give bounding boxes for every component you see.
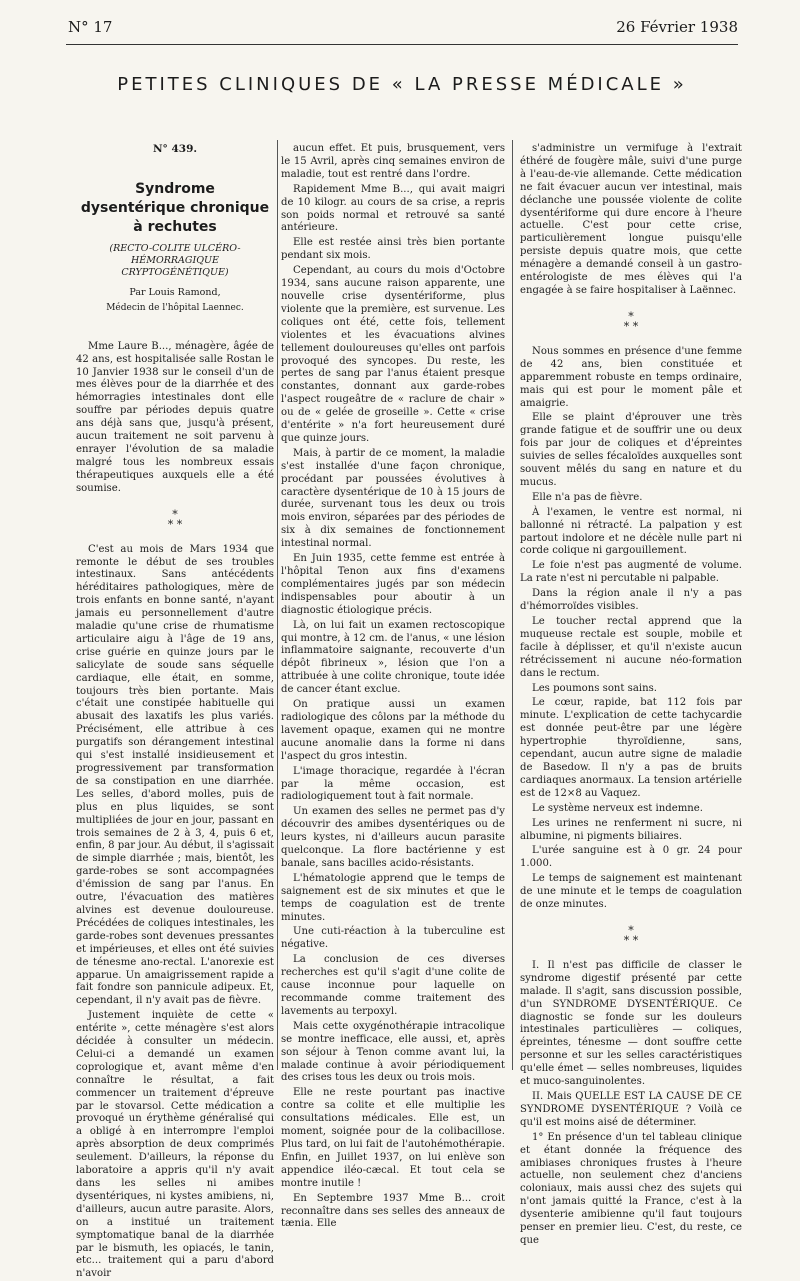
article-title-line: Syndrome xyxy=(135,180,215,197)
column-3-body-c xyxy=(520,960,742,1248)
column-divider xyxy=(277,140,278,1070)
paragraph: Le foie n'est pas augmenté de volume. La rate n'est ni percutable ni palpable. xyxy=(520,560,742,585)
paragraph: Le toucher rectal apprend que la muqueuse rectale est souple, mobile et facile à déplisser, et qu'il n'existe aucun rétrécissement ni aucune néo-formation dans le rectum. xyxy=(520,616,742,679)
paragraph: 1° En présence d'un tel tableau clinique et étant donnée la fréquence des amibiases chroniques frustes à l'heure actuelle, non seulement chez d'anciens coloniaux, mais aussi chez des sujets qui n'ont jamais quitté la France, c'est à la dysenterie amibienne qu'il faut toujours penser en premier lieu. C'est, du reste, ce que xyxy=(520,1131,742,1246)
paragraph: I. Il n'est pas difficile de classer le syndrome digestif présenté par cette malade. Il s'agit, sans discussion possible, d'un SYNDROME DYSENTÉRIQUE. Ce diagnostic se fonde sur les douleurs intestinales particulières — coliques, épreintes, ténesme — dont souffre cette personne et sur les selles caractéristiques qu'elle émet — selles nombreuses, liquides et muco-sanguinolentes. xyxy=(520,959,742,1088)
paragraph: À l'examen, le ventre est normal, ni ballonné ni rétracté. La palpation y est partout indolore et ne décèle nulle part ni corde colique ni gargouillement. xyxy=(520,506,742,557)
paragraph: Le temps de saignement est maintenant de une minute et le temps de coagulation de onze minutes. xyxy=(520,873,742,911)
paragraph: Le cœur, rapide, bat 112 fois par minute. L'explication de cette tachycardie est donnée peut-être par une légère hypertrophie thyroïdienne, sans, cependant, aucun autre signe de maladie de Basedow. Il n'y a pas de bruits cardiaques anormaux. La tension artérielle est de 12×8 au Vaquez. xyxy=(520,697,742,799)
paragraph: Cependant, au cours du mois d'Octobre 1934, sans aucune raison apparente, une nouvelle crise dysentériforme, plus violente que la première, est survenue. Les coliques ont été, cette fois, tellement violentes et les évacuations alvines tellement douloureuses qu'elles ont parfois provoqué des syncopes. Du reste, les pertes de sang par l'anus étaient presque constantes, donnant aux garde-robes l'aspect rougeâtre de « raclure de chair » ou de « gelée de groseille ». Cette « crise d'entérite » n'a fort heureusement duré que quinze jours. xyxy=(281,265,505,444)
column-divider xyxy=(512,140,513,1070)
article-subtitle: (RECTO-COLITE ULCÉRO-HÉMORRAGIQUE CRYPTOGÉNÉTIQUE) xyxy=(109,242,241,278)
column-1 xyxy=(76,143,274,1280)
journal-section-title: PETITES CLINIQUES DE « LA PRESSE MÉDICALE » xyxy=(117,74,687,95)
paragraph: Les poumons sont sains. xyxy=(532,682,657,694)
column-1-body xyxy=(76,341,274,1281)
article-title-line: à rechutes xyxy=(133,218,217,235)
paragraph: s'administre un vermifuge à l'extrait éthéré de fougère mâle, suivi d'une purge à l'eau-de-vie allemande. Cette médication ne fait évacuer aucun ver intestinal, mais déclanche une poussée violente de colite dysentériforme qui dure encore à l'heure actuelle. C'est pour cette crise, particulièrement longue puisqu'elle persiste depuis quatre mois, que cette ménagère a demandé conseil à un gastro-entérologiste de mes élèves qui l'a engagée à se faire hospitaliser à Laënnec. xyxy=(520,143,742,296)
section-separator: * * * xyxy=(623,309,639,333)
paragraph: Mais, à partir de ce moment, la maladie s'est installée d'une façon chronique, procédant par poussées évolutives à caractère dysentérique de 10 à 15 jours de durée, survenant tous les deux ou trois mois environ, séparées par des périodes de six à dix semaines de fonctionnement intestinal normal. xyxy=(281,447,505,550)
paragraph: Elle n'a pas de fièvre. xyxy=(532,491,643,503)
issue-date: 26 Février 1938 xyxy=(616,18,738,36)
section-separator: * * * xyxy=(623,923,639,947)
paragraph: La conclusion de ces diverses recherches est qu'il s'agit d'une colite de cause inconnue pour laquelle on recommande comme traitement des lavements au terpoxyl. xyxy=(281,954,505,1017)
paragraph: Un examen des selles ne permet pas d'y découvrir des amibes dysentériques ou de leurs kystes, ni d'ailleurs aucun parasite quelconque. La flore bactérienne y est banale, sans bacilles acido-résistants. xyxy=(281,806,505,869)
article-author: Par Louis Ramond, xyxy=(129,286,221,298)
paragraph: Dans la région anale il n'y a pas d'hémorroïdes visibles. xyxy=(520,588,742,613)
issue-number: N° 17 xyxy=(68,18,113,36)
paragraph: Elle ne reste pourtant pas inactive contre sa colite et elle multiplie les consultations médicales. Elle est, un moment, soignée pour de la colibacillose. Plus tard, on lui fait de l'autohémothérapie. Enfin, en Juillet 1937, on lui enlève son appendice iléo-cæcal. Et tout cela se montre inutile ! xyxy=(281,1087,505,1189)
column-3-body-a xyxy=(520,143,742,298)
paragraph: Une cuti-réaction à la tuberculine est négative. xyxy=(281,926,505,951)
paragraph: Nous sommes en présence d'une femme de 42 ans, bien constituée et apparemment robuste en temps ordinaire, mais qui est pour le moment pâle et amaigrie. xyxy=(520,345,742,409)
header-rule xyxy=(66,44,738,45)
article-number: N° 439. xyxy=(152,143,198,155)
author-affiliation: Médecin de l'hôpital Laennec. xyxy=(106,302,244,313)
paragraph: Mais cette oxygénothérapie intracolique se montre inefficace, elle aussi, et, après son séjour à Tenon comme avant lui, la malade continue à avoir périodiquement des crises tous les deux ou trois mois. xyxy=(281,1020,505,1084)
paragraph: Elle se plaint d'éprouver une très grande fatigue et de souffrir une ou deux fois par jour de coliques et d'épreintes suivies de selles fécaloïdes auxquelles sont souvent mêlés du sang en nature et du mucus. xyxy=(520,412,742,488)
paragraph: aucun effet. Et puis, brusquement, vers le 15 Avril, après cinq semaines environ de maladie, tout est rentré dans l'ordre. xyxy=(281,143,505,180)
paragraph: Mme Laure B..., ménagère, âgée de 42 ans, est hospitalisée salle Rostan le 10 Janvier 1938 sur le conseil d'un de mes élèves pour de la diarrhée et des hémorragies intestinales dont elle souffre par périodes depuis quatre ans déjà sans que, jusqu'à présent, aucun traitement ne soit parvenu à enrayer l'évolution de sa maladie malgré tous les nombreux essais thérapeutiques auxquels elle a été soumise. xyxy=(76,340,274,494)
article-title xyxy=(76,180,274,237)
article-title-line: dysentérique chronique xyxy=(80,199,270,216)
paragraph: L'urée sanguine est à 0 gr. 24 pour 1.000. xyxy=(520,845,742,870)
column-2-body xyxy=(281,143,505,1231)
column-3 xyxy=(520,143,742,1246)
column-2 xyxy=(281,143,505,1230)
paragraph: En Septembre 1937 Mme B... croit reconnaître dans ses selles des anneaux de tænia. Elle xyxy=(281,1192,505,1230)
paragraph: Le système nerveux est indemne. xyxy=(532,802,703,814)
paragraph: On pratique aussi un examen radiologique des côlons par la méthode du lavement opaque, examen qui ne montre aucune anomalie dans la forme ni dans l'aspect du gros intestin. xyxy=(281,699,505,762)
paragraph: Elle est restée ainsi très bien portante pendant six mois. xyxy=(281,237,505,262)
paragraph: L'hématologie apprend que le temps de saignement est de six minutes et que le temps de coagulation est de trente minutes. xyxy=(281,872,505,923)
paragraph: Là, on lui fait un examen rectoscopique qui montre, à 12 cm. de l'anus, « une lésion inflammatoire saignante, recouverte d'un dépôt fibrineux », lésion que l'on a attribuée à une colite chronique, toute idée de cancer étant exclue. xyxy=(281,619,505,696)
paragraph: Rapidement Mme B..., qui avait maigri de 10 kilogr. au cours de sa crise, a repris son poids normal et retrouvé sa santé antérieure. xyxy=(281,183,505,234)
section-separator: * * * xyxy=(167,507,183,531)
column-3-body-b xyxy=(520,346,742,912)
paragraph: C'est au mois de Mars 1934 que remonte le début de ses troubles intestinaux. Sans antécédents héréditaires pathologiques, mère de trois enfants en bonne santé, n'ayant jamais eu personnellement d'autre maladie qu'une crise de rhumatisme articulaire aigu à l'âge de 19 ans, crise guérie en quinze jours par le salicylate de soude sans séquelle cardiaque, elle était, en somme, toujours très bien portante. Mais c'était une constipée habituelle qui abusait des laxatifs les plus variés. Précisément, elle attribue à ces purgatifs son dérangement intestinal qui s'est installé insidieusement et progressivement par transformation de sa constipation en une diarrhée. Les selles, d'abord molles, puis de plus en plus liquides, se sont multipliées de jour en jour, passant en trois semaines de 2 à 3, 4, puis 6 et, enfin, 8 par jour. Au début, il s'agissait de simple diarrhée ; mais, bientôt, les garde-robes se sont accompagnées d'émission de sang par l'anus. En outre, l'évacuation des matières alvines est devenue douloureuse. Précédées de coliques intestinales, les garde-robes sont devenues pressantes et impérieuses, et elles ont été suivies de ténesme ano-rectal. L'anorexie est apparue. Un amaigrissement rapide a fait fondre son pannicule adipeux. Et, cependant, il n'y avait pas de fièvre. xyxy=(76,543,274,1007)
paragraph: L'image thoracique, regardée à l'écran par la même occasion, est radiologiquement tout à fait normale. xyxy=(281,765,505,803)
paragraph: II. Mais QUELLE EST LA CAUSE DE CE SYNDROME DYSENTÉRIQUE ? Voilà ce qu'il est moins aisé de déterminer. xyxy=(520,1091,742,1128)
paragraph: Justement inquiète de cette « entérite », cette ménagère s'est alors décidée à consulter un médecin. Celui-ci a demandé un examen coprologique et, avant même d'en connaître le résultat, a fait commencer un traitement d'épreuve par le stovarsol. Cette médication a provoqué un érythème généralisé qui a obligé à en interrompre l'emploi après absorption de deux comprimés seulement. D'ailleurs, la réponse du laboratoire a appris qu'il n'y avait dans les selles ni amibes dysentériques, ni kystes amibiens, ni, d'ailleurs, aucun autre parasite. Alors, on a institué un traitement symptomatique banal de la diarrhée par le bismuth, les opiacés, le tanin, etc... traitement qui a paru d'abord n'avoir xyxy=(76,1010,274,1280)
paragraph: Les urines ne renferment ni sucre, ni albumine, ni pigments biliaires. xyxy=(520,817,742,842)
paragraph: En Juin 1935, cette femme est entrée à l'hôpital Tenon aux fins d'examens complémentaires jugés par son médecin indispensables pour aboutir à un diagnostic étiologique précis. xyxy=(281,553,505,616)
